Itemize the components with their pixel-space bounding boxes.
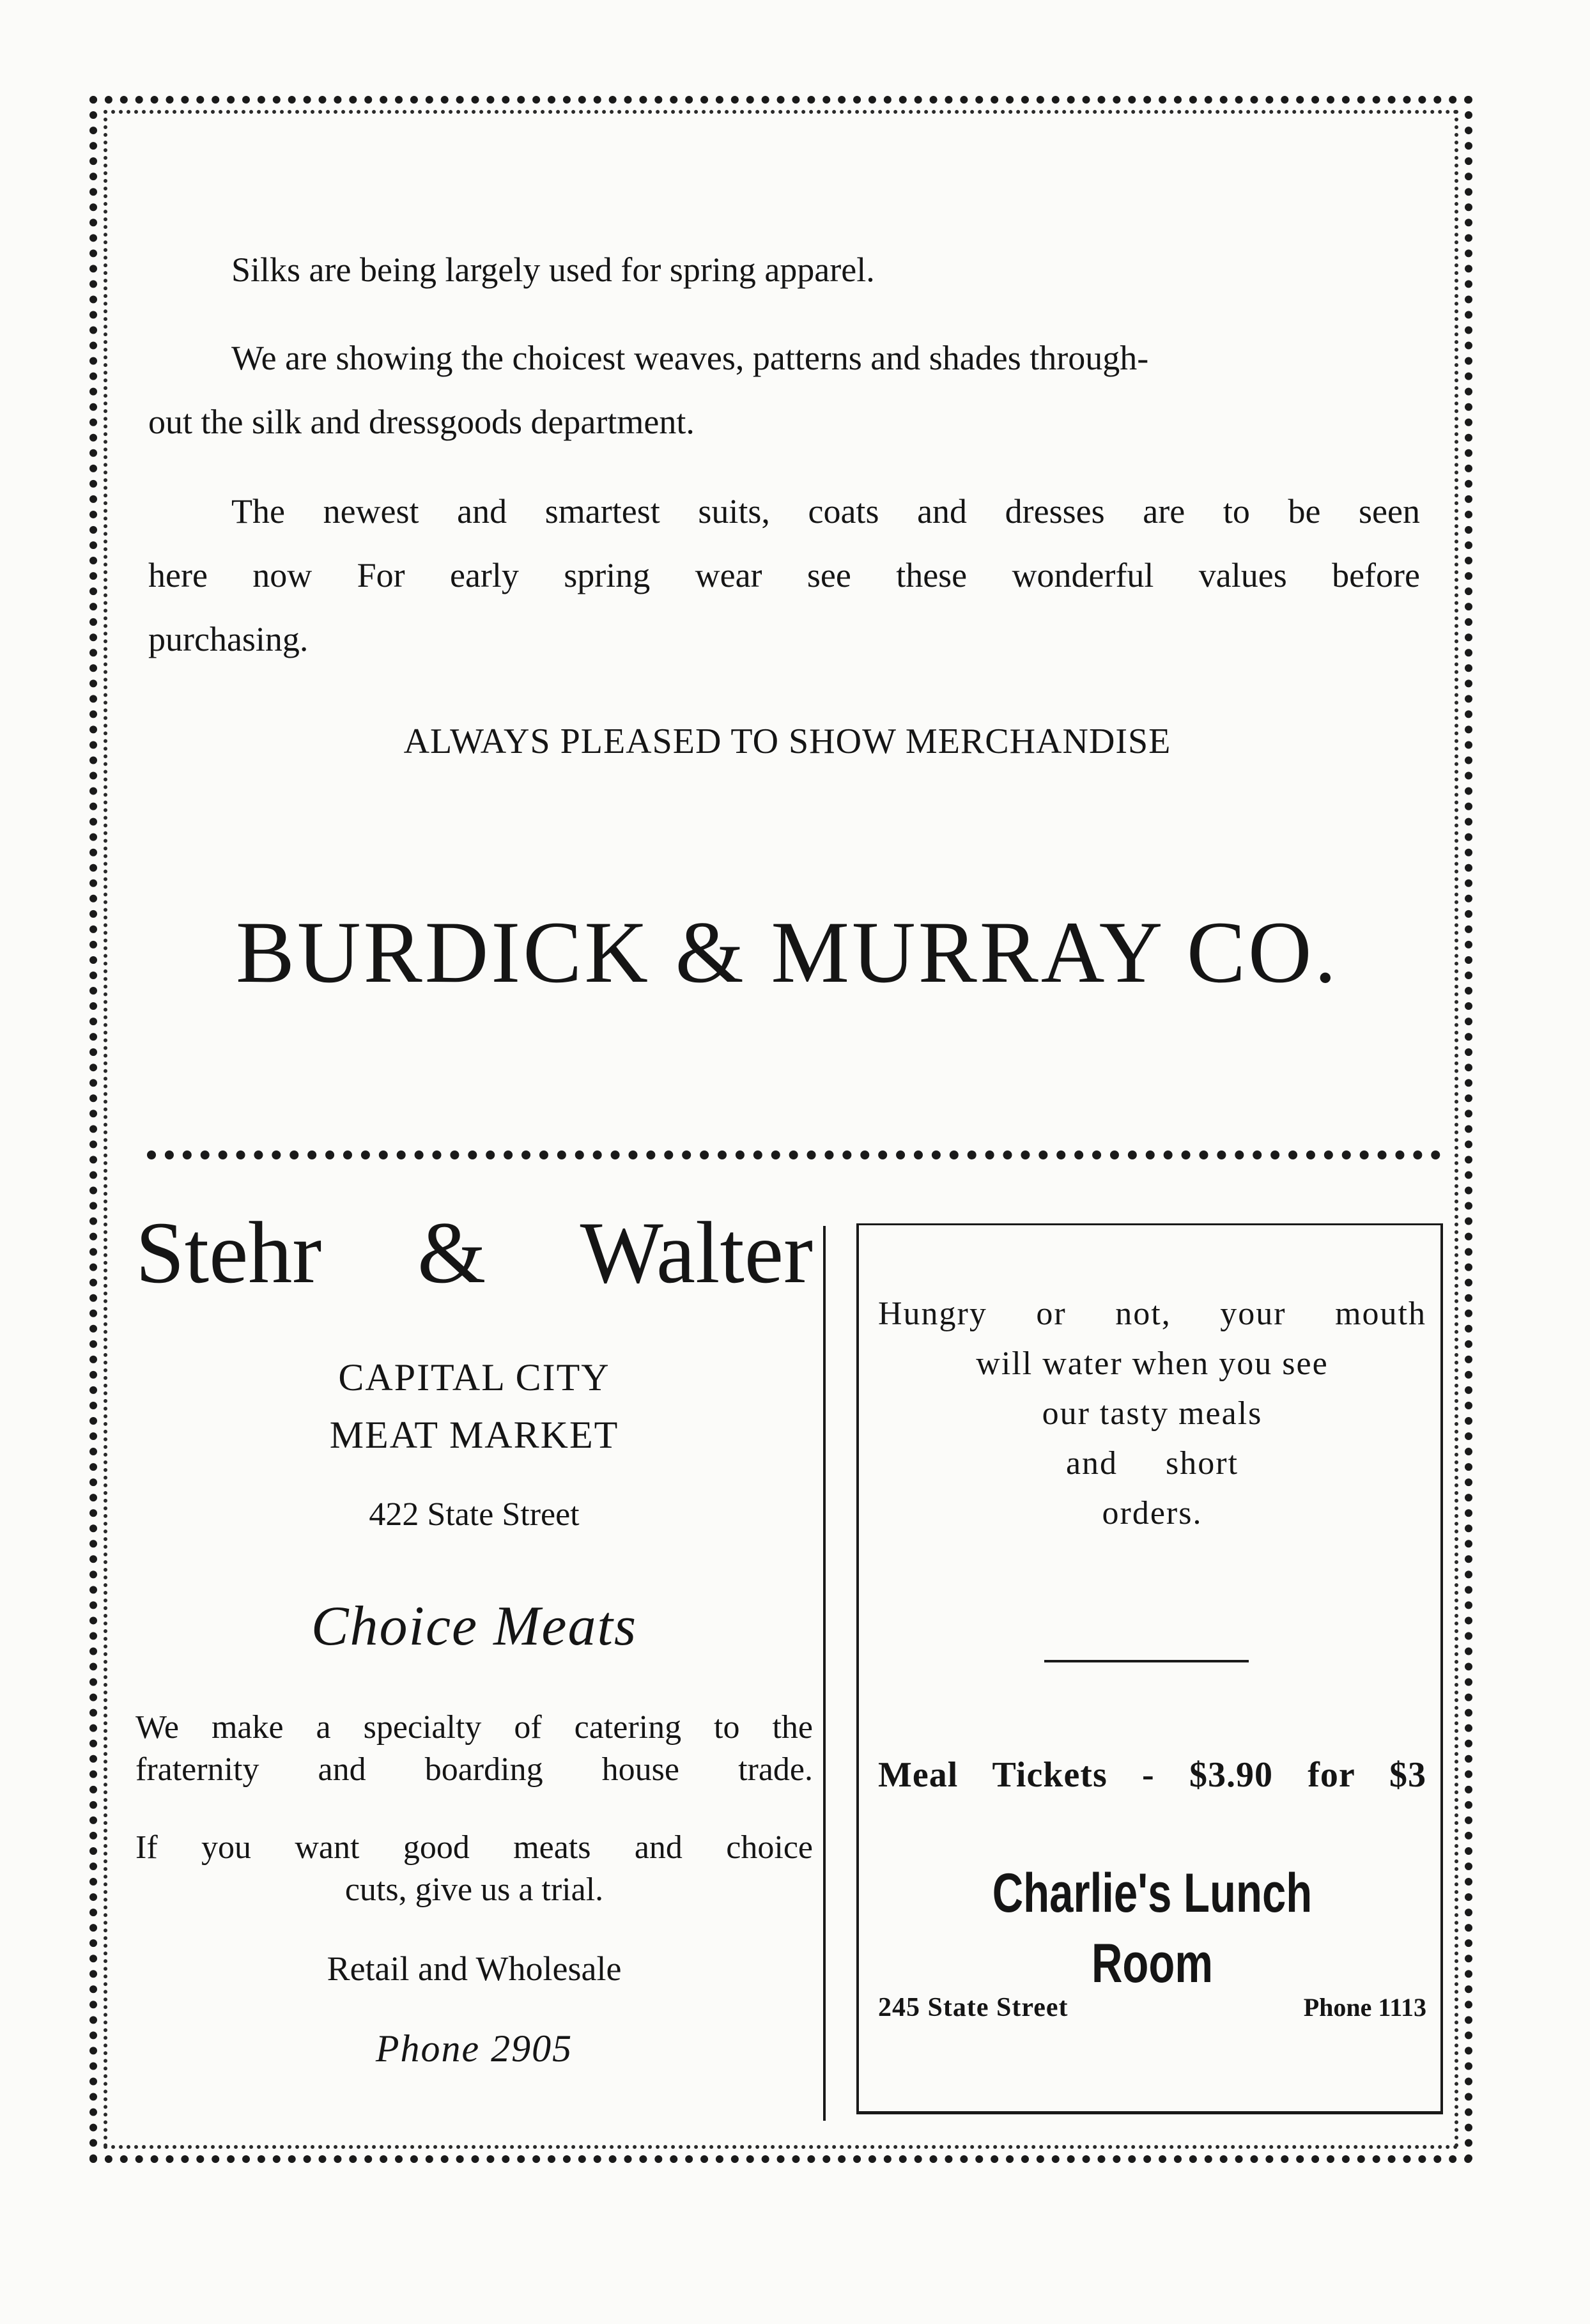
suits-paragraph-line-1: The newest and smartest suits, coats and dresses are to be seen — [231, 492, 1420, 531]
short-divider-rule — [1044, 1660, 1249, 1662]
merchandise-tagline: ALWAYS PLEASED TO SHOW MERCHANDISE — [403, 722, 1171, 761]
suits-paragraph-line-2: here now For early spring wear see these wonderful values before — [148, 556, 1420, 594]
meal-tickets-offer: Meal Tickets - $3.90 for $3 — [878, 1755, 1426, 1795]
hungry-line-2: will water when you see — [976, 1345, 1329, 1382]
burdick-murray-company-name: BURDICK & MURRAY CO. — [235, 903, 1339, 1001]
trial-line-1: If you want good meats and choice — [135, 1829, 813, 1866]
hungry-blurb — [878, 1289, 1426, 1538]
weaves-paragraph-line-1: We are showing the choicest weaves, patterns and shades through- — [231, 339, 1149, 377]
weaves-paragraph-line-2: out the silk and dressgoods department. — [148, 403, 695, 441]
retail-wholesale-line: Retail and Wholesale — [327, 1949, 622, 1988]
choice-meats-slogan: Choice Meats — [311, 1595, 638, 1657]
hungry-line-3: our tasty meals — [1042, 1395, 1263, 1432]
catering-line-2: fraternity and boarding house trade. — [135, 1751, 813, 1788]
stehr-walter-name: Stehr & Walter — [135, 1204, 813, 1301]
trial-line-2: cuts, give us a trial. — [344, 1871, 604, 1908]
hungry-line-4: and short — [1065, 1445, 1239, 1482]
stehr-walter-address: 422 State Street — [369, 1496, 580, 1533]
hungry-line-1: Hungry or not, your mouth — [878, 1296, 1426, 1332]
capital-city-line: CAPITAL CITY — [338, 1356, 610, 1398]
charlies-lunch-room-ad — [856, 1223, 1443, 2114]
catering-line-1: We make a specialty of catering to the — [135, 1709, 813, 1746]
stehr-walter-phone: Phone 2905 — [375, 2027, 573, 2070]
meat-market-line: MEAT MARKET — [329, 1414, 619, 1456]
suits-paragraph-line-3: purchasing. — [148, 620, 309, 658]
charlies-lunch-room-name: Charlie's Lunch Room — [992, 1863, 1313, 1994]
hungry-line-5: orders. — [1102, 1495, 1203, 1531]
column-rule — [823, 1226, 826, 2121]
stehr-walter-ad — [135, 1202, 813, 2077]
charlies-phone: Phone 1113 — [1303, 1993, 1426, 2022]
charlies-address: 245 State Street — [878, 1993, 1069, 2022]
silks-paragraph: Silks are being largely used for spring apparel. — [231, 251, 875, 289]
charlies-footer — [878, 1992, 1426, 2023]
section-divider — [147, 1150, 1440, 1159]
